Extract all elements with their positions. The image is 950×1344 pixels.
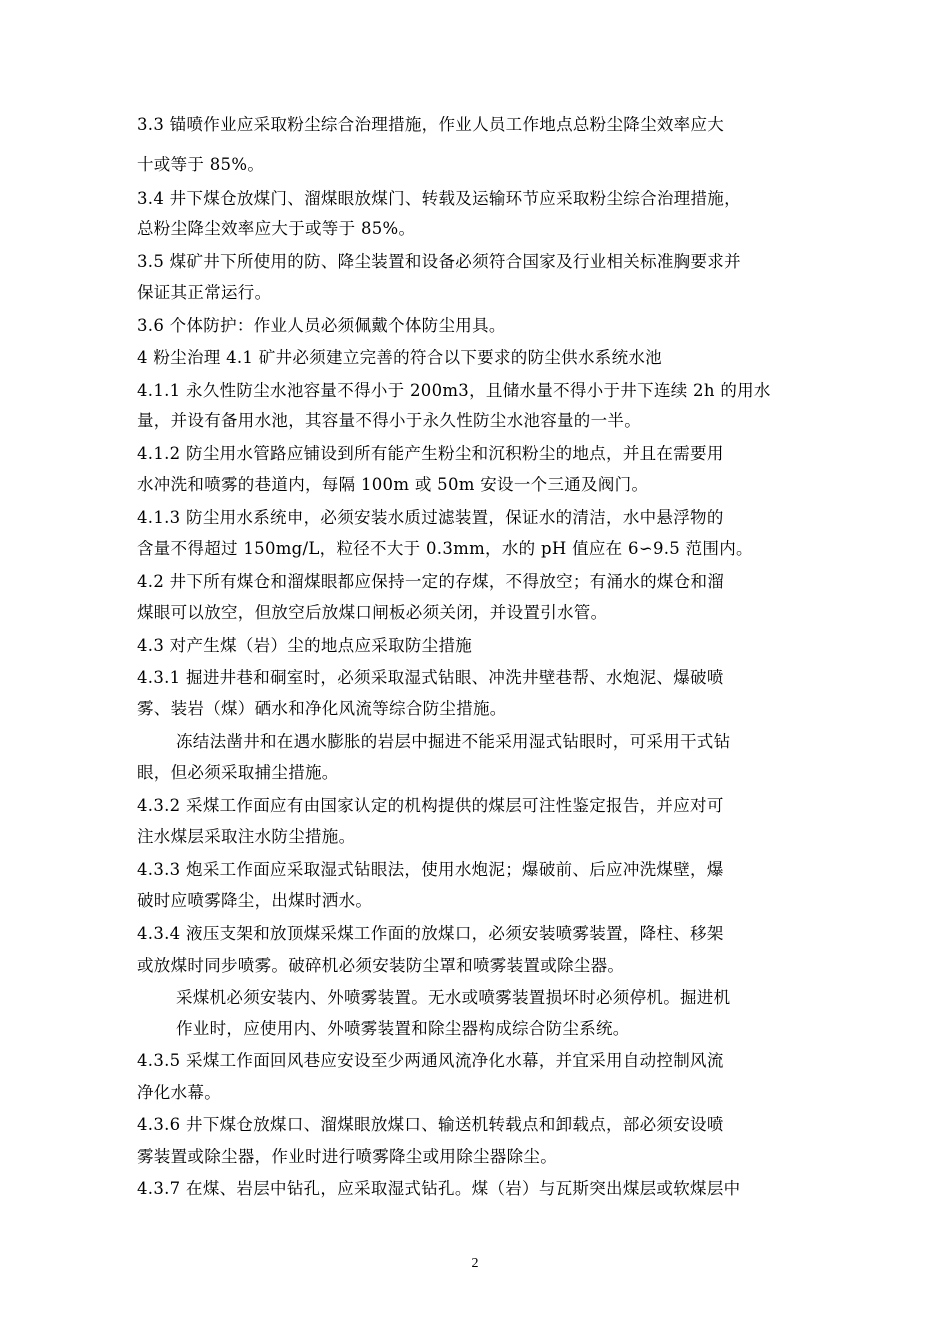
text-line: 保证其正常运行。 [137, 283, 272, 302]
text-line: 4.2 井下所有煤仓和溜煤眼都应保持一定的存煤，不得放空；有涌水的煤仓和溜 [137, 572, 725, 591]
text-line: 或放煤时同步喷雾。破碎机必须安装防尘罩和喷雾装置或除尘器。 [137, 956, 625, 975]
text-line: 水冲洗和喷雾的巷道内，每隔 100m 或 50m 安设一个三通及阀门。 [137, 475, 649, 494]
text-line: 含量不得超过 150mg/L，粒径不大于 0.3mm，水的 pH 值应在 6∽9.5 范围内。 [137, 539, 753, 558]
text-line: 3.3 锚喷作业应采取粉尘综合治理措施，作业人员工作地点总粉尘降尘效率应大 [137, 115, 725, 134]
text-line: 3.5 煤矿井下所使用的防、降尘装置和设备必须符合国家及行业相关标准胸要求并 [137, 252, 741, 271]
text-line: 净化水幕。 [137, 1083, 221, 1102]
section-heading: 4 粉尘治理 4.1 矿井必须建立完善的符合以下要求的防尘供水系统水池 [137, 348, 662, 367]
text-line: 4.3.3 炮采工作面应采取湿式钻眼法，使用水炮泥；爆破前、后应冲洗煤壁，爆 [137, 860, 724, 879]
text-line: 4.1.2 防尘用水管路应铺设到所有能产生粉尘和沉积粉尘的地点，并且在需要用 [137, 444, 724, 463]
text-line: 4.3.1 掘进井巷和硐室时，必须采取湿式钻眼、冲洗井壁巷帮、水炮泥、爆破喷 [137, 668, 724, 687]
text-line: 4.3.5 采煤工作面回风巷应安设至少两通风流净化水幕，并宜采用自动控制风流 [137, 1051, 724, 1070]
text-line: 破时应喷雾降尘，出煤时洒水。 [137, 891, 373, 910]
text-line: 总粉尘降尘效率应大于或等于 85%。 [137, 219, 416, 238]
text-line: 4.1.1 永久性防尘水池容量不得小于 200m3，且储水量不得小于井下连续 2h 的用水 [137, 381, 771, 400]
text-line: 4.3.2 采煤工作面应有由国家认定的机构提供的煤层可注性鉴定报告，并应对可 [137, 796, 724, 815]
text-line: 4.3.4 液压支架和放顶煤采煤工作面的放煤口，必须安装喷雾装置，降柱、移架 [137, 924, 724, 943]
text-line: 4.3.6 井下煤仓放煤口、溜煤眼放煤口、输送机转载点和卸载点，部必须安设喷 [137, 1115, 724, 1134]
text-line: 冻结法凿井和在遇水膨胀的岩层中掘进不能采用湿式钻眼时，可采用干式钻 [176, 732, 731, 751]
text-line: 十或等于 85%。 [137, 155, 265, 174]
text-line: 4.3 对产生煤（岩）尘的地点应采取防尘措施 [137, 636, 473, 655]
text-line: 眼，但必须采取捕尘措施。 [137, 763, 339, 782]
page-number: 2 [471, 1256, 479, 1271]
text-line: 注水煤层采取注水防尘措施。 [137, 827, 356, 846]
text-line: 雾装置或除尘器，作业时进行喷雾降尘或用除尘器除尘。 [137, 1147, 557, 1166]
text-line: 3.4 井下煤仓放煤门、溜煤眼放煤门、转载及运输环节应采取粉尘综合治理措施， [137, 189, 741, 208]
text-line: 煤眼可以放空，但放空后放煤口闸板必须关闭，并设置引水管。 [137, 603, 608, 622]
text-line: 3.6 个体防护：作业人员必须佩戴个体防尘用具。 [137, 316, 506, 335]
text-line: 4.3.7 在煤、岩层中钻孔，应采取湿式钻孔。煤（岩）与瓦斯突出煤层或软煤层中 [137, 1179, 741, 1198]
text-line: 作业时，应使用内、外喷雾装置和除尘器构成综合防尘系统。 [176, 1019, 630, 1038]
text-line: 量，并设有备用水池，其容量不得小于永久性防尘水池容量的一半。 [137, 411, 641, 430]
text-line: 4.1.3 防尘用水系统申，必须安装水质过滤装置，保证水的清洁，水中悬浮物的 [137, 508, 724, 527]
text-line: 雾、装岩（煤）硒水和净化风流等综合防尘措施。 [137, 699, 507, 718]
text-line: 采煤机必须安装内、外喷雾装置。无水或喷雾装置损坏时必须停机。掘进机 [176, 988, 731, 1007]
